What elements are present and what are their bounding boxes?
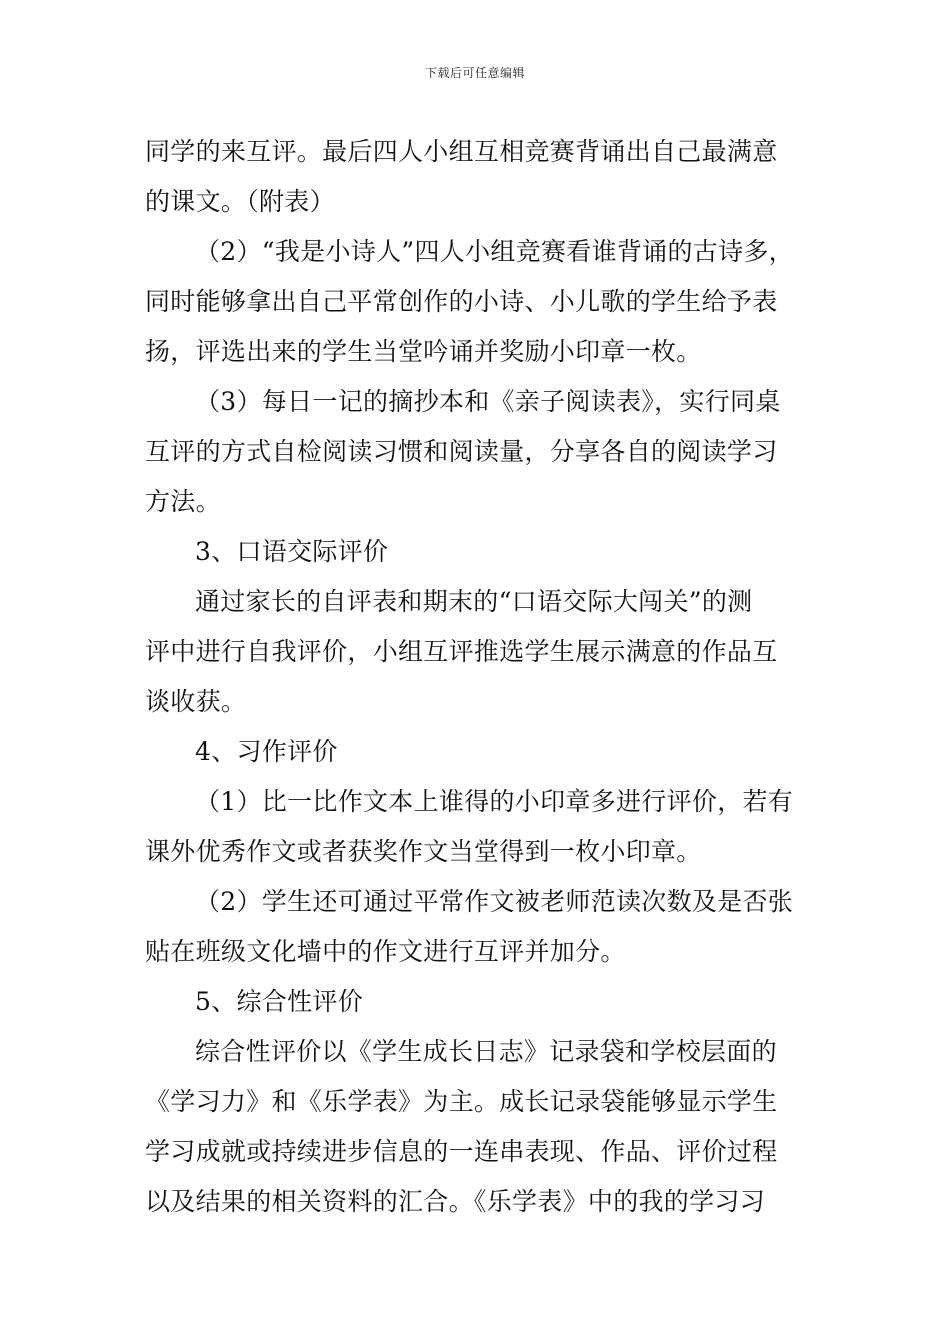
text-line: 方法。	[145, 487, 221, 516]
text-line: （1）比一比作文本上谁得的小印章多进行评价，若有	[195, 787, 794, 816]
text-line: 综合性评价以《学生成长日志》记录袋和学校层面的	[195, 1037, 777, 1066]
text-line: 同学的来互评。最后四人小组互相竞赛背诵出自己最满意	[145, 137, 778, 166]
text-line: 谈收获。	[145, 687, 247, 716]
text-line: 学习成就或持续进步信息的一连串表现、作品、评价过程	[145, 1137, 778, 1166]
text-line: （2）“我是小诗人”四人小组竞赛看谁背诵的古诗多，	[195, 237, 794, 266]
text-line: 扬，评选出来的学生当堂吟诵并奖励小印章一枚。	[145, 337, 702, 366]
text-line: 以及结果的相关资料的汇合。《乐学表》中的我的学习习	[145, 1187, 766, 1216]
section-heading: 4、习作评价	[195, 737, 338, 766]
text-line: 通过家长的自评表和期末的“口语交际大闯关”的测	[195, 587, 753, 616]
text-line: 贴在班级文化墙中的作文进行互评并加分。	[145, 937, 626, 966]
text-line: 评中进行自我评价，小组互评推选学生展示满意的作品互	[145, 637, 778, 666]
text-line: 互评的方式自检阅读习惯和阅读量，分享各自的阅读学习	[145, 437, 778, 466]
page-header: 下载后可任意编辑	[424, 66, 525, 80]
document-body	[145, 127, 835, 1227]
section-heading: 5、综合性评价	[195, 987, 364, 1016]
text-line: （3）每日一记的摘抄本和《亲子阅读表》，实行同桌	[195, 387, 781, 416]
text-line: （2）学生还可通过平常作文被老师范读次数及是否张	[195, 887, 794, 916]
text-line: 课外优秀作文或者获奖作文当堂得到一枚小印章。	[145, 837, 702, 866]
section-heading: 3、口语交际评价	[195, 537, 389, 566]
text-line: 同时能够拿出自己平常创作的小诗、小儿歌的学生给予表	[145, 287, 778, 316]
text-line: 的课文。（附表）	[145, 187, 335, 216]
text-line: 《学习力》和《乐学表》为主。成长记录袋能够显示学生	[145, 1087, 778, 1116]
